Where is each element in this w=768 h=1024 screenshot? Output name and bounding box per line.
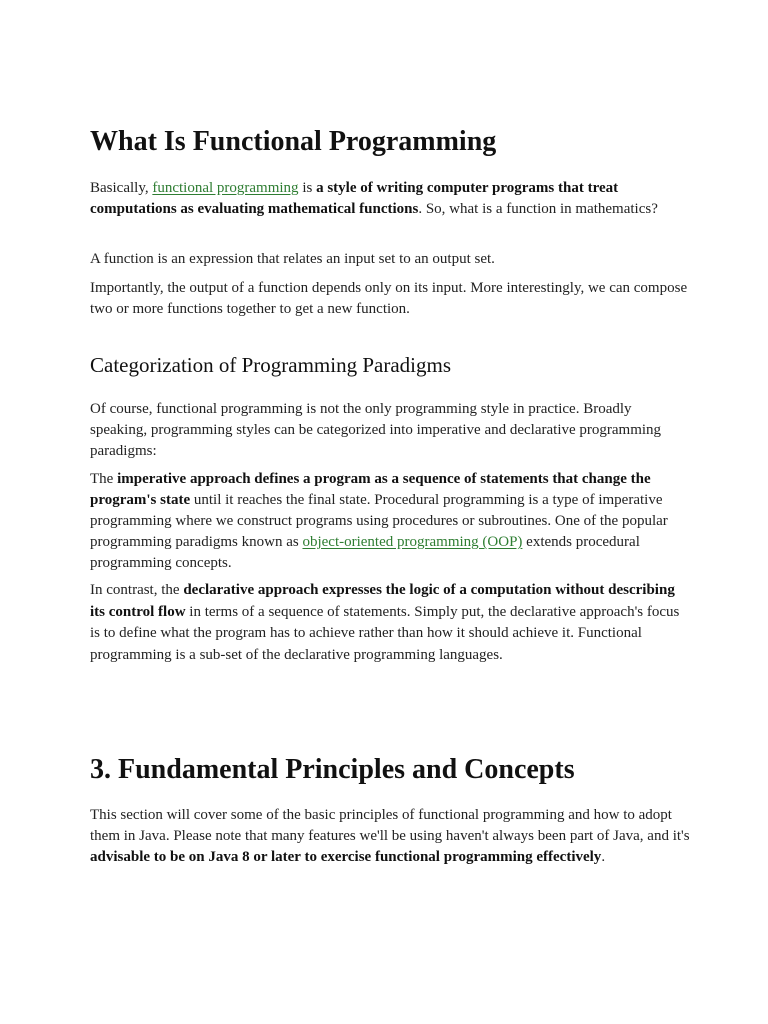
declarative-bold-definition: declarative approach expresses the logic of a computation without describing its control flow bbox=[90, 582, 675, 620]
intro-text-1: Basically, bbox=[90, 180, 153, 196]
intro-paragraph bbox=[90, 178, 690, 220]
function-definition-paragraph: A function is an expression that relates an input set to an output set. bbox=[90, 251, 495, 267]
declarative-text-1: In contrast, the bbox=[90, 582, 184, 598]
declarative-text-2: in terms of a sequence of statements. Simply put, the declarative approach's focus is to define what the program has to achieve rather than how it should achieve it. Functional programming is a sub-set of the declarative programming languages. bbox=[90, 603, 680, 663]
section-text-2: . bbox=[601, 849, 606, 865]
declarative-paragraph bbox=[90, 580, 690, 666]
section-intro-paragraph bbox=[90, 805, 690, 868]
intro-text-2: is bbox=[298, 180, 317, 196]
imperative-paragraph bbox=[90, 469, 690, 574]
heading-fundamental-principles: 3. Fundamental Principles and Concepts bbox=[90, 754, 575, 785]
intro-text-3: . So, what is a function in mathematics? bbox=[418, 201, 658, 217]
heading-what-is-functional-programming: What Is Functional Programming bbox=[90, 126, 497, 157]
section-text-1: This section will cover some of the basic principles of functional programming and how to adopt them in Java. Please note that many features we'll be using haven't always been part of Java, and it's bbox=[90, 807, 690, 844]
intro-bold-definition: a style of writing computer programs that treat computations as evaluating mathematical functions bbox=[90, 180, 619, 217]
section-bold-advice: advisable to be on Java 8 or later to exercise functional programming effectively bbox=[90, 849, 602, 865]
oop-link[interactable]: object-oriented programming (OOP) bbox=[302, 534, 523, 550]
functional-programming-link[interactable]: functional programming bbox=[152, 180, 299, 196]
paradigms-paragraph: Of course, functional programming is not the only programming style in practice. Broadly speaking, programming styles can be categorized into imperative and declarative programming paradigms: bbox=[90, 401, 662, 459]
imperative-text-3: extends procedural programming concepts. bbox=[90, 534, 640, 571]
imperative-text-2: until it reaches the final state. Procedural programming is a type of imperative programming where we construct programs using procedures or subroutines. One of the popular programming paradigms known as bbox=[90, 492, 668, 550]
imperative-bold-definition: imperative approach defines a program as a sequence of statements that change the program's state bbox=[90, 471, 651, 508]
heading-categorization: Categorization of Programming Paradigms bbox=[90, 353, 452, 377]
function-output-paragraph: Importantly, the output of a function depends only on its input. More interestingly, we can compose two or more functions together to get a new function. bbox=[90, 280, 688, 317]
imperative-text-1: The bbox=[90, 471, 118, 487]
